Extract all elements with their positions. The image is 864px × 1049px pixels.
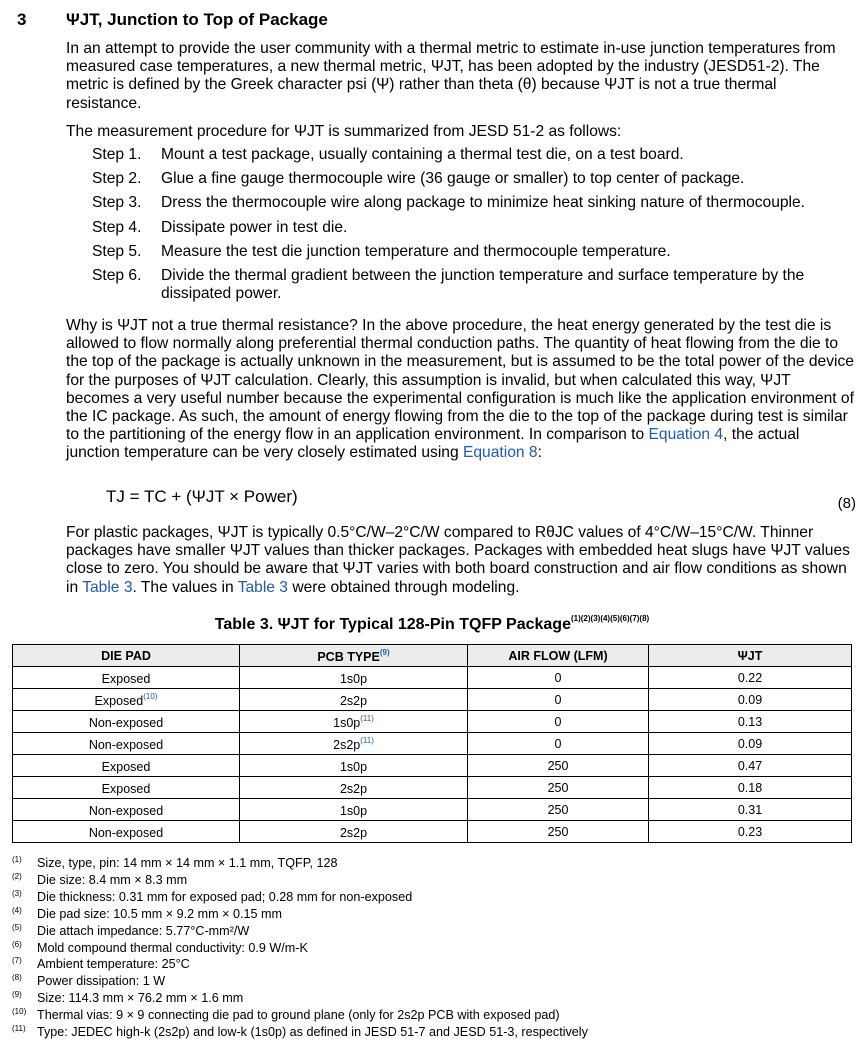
plastic-paragraph <box>66 524 856 597</box>
equation-number: (8) <box>837 495 856 512</box>
footnote <box>12 855 852 872</box>
footnote-number: (9) <box>12 990 22 1000</box>
cell-psi-jt: 0.18 <box>649 777 852 799</box>
equation: TJ = TC + (ΨJT × Power) <box>106 487 298 506</box>
cell-pcb-type <box>240 755 468 777</box>
table-caption-refs: (1)(2)(3)(4)(5)(6)(7)(8) <box>570 614 650 623</box>
cell-air-flow: 0 <box>468 667 649 689</box>
cell-pcb-type <box>240 689 468 711</box>
step-label: Step 2. <box>92 170 142 188</box>
cell-psi-jt: 0.31 <box>649 799 852 821</box>
footnote <box>12 1024 852 1041</box>
footnote-text: Size: 114.3 mm × 76.2 mm × 1.6 mm <box>37 991 244 1006</box>
why-text-1: Why is ΨJT not a true thermal resistance? In the above procedure, the heat energy generated by the test die is allowed to flow normally along preferential thermal conduction paths. The quantity of heat flowing from the die to the top of the package is actually unknown in the measurement, but is assumed to be the total power of the device for the purposes of ΨJT calculation. Clearly, this assumption is invalid, but when calculated this way, ΨJT becomes a very useful number because the experimental configuration is much like the application environment of the IC package. As such, the amount of energy flowing from the die to the top of the package during test is similar to the partitioning of the energy flow in an application environment. In comparison to <box>66 317 854 444</box>
cell-psi-jt: 0.09 <box>649 689 852 711</box>
header-psi: ΨJT <box>649 645 852 667</box>
table-3-link[interactable]: Table 3 <box>237 578 288 596</box>
footnote-number: (6) <box>12 939 22 949</box>
pcb-type-value: 2s2p <box>339 693 368 708</box>
why-text-3: : <box>537 444 542 462</box>
footnote <box>12 872 852 889</box>
footnote-text: Thermal vias: 9 × 9 connecting die pad to ground plane (only for 2s2p PCB with exposed pad) <box>37 1008 560 1023</box>
pcb-type-value: 1s0p <box>339 759 368 774</box>
pcb-type-value: 2s2p <box>339 825 368 840</box>
cell-psi-jt: 0.09 <box>649 733 852 755</box>
cell-pcb-type <box>240 667 468 689</box>
step-label: Step 5. <box>92 242 142 260</box>
section-title: ΨJT, Junction to Top of Package <box>66 10 328 29</box>
cell-die-pad <box>13 755 240 777</box>
die-pad-value: Exposed <box>101 671 151 686</box>
die-pad-value: Non-exposed <box>88 803 164 818</box>
pcb-type-value: 2s2p <box>339 781 368 796</box>
step-text: Dissipate power in test die. <box>161 218 348 236</box>
table-row <box>13 733 852 755</box>
footnote-number: (8) <box>12 973 22 983</box>
cell-die-pad <box>13 733 240 755</box>
psi-jt-table <box>12 644 852 843</box>
cell-pcb-type <box>240 733 468 755</box>
die-pad-value: Non-exposed <box>88 715 164 730</box>
cell-psi-jt: 0.22 <box>649 667 852 689</box>
table-3-link[interactable]: Table 3 <box>82 578 133 596</box>
table-caption-text: Table 3. ΨJT for Typical 128-Pin TQFP Package <box>214 616 571 633</box>
section-number: 3 <box>17 10 27 29</box>
table-row <box>13 667 852 689</box>
cell-die-pad <box>13 667 240 689</box>
footnote-number: (11) <box>12 1024 26 1034</box>
footnote-number: (7) <box>12 956 22 966</box>
cell-die-pad <box>13 799 240 821</box>
procedure-intro-block <box>66 123 856 141</box>
cell-air-flow: 250 <box>468 799 649 821</box>
cell-pcb-type <box>240 821 468 843</box>
pcb-type-value: 1s0p <box>339 803 368 818</box>
header-die-pad: DIE PAD <box>13 645 240 667</box>
cell-air-flow: 0 <box>468 711 649 733</box>
die-pad-value: Exposed <box>94 693 144 708</box>
die-pad-value: Exposed <box>101 781 151 796</box>
equation-4-link[interactable]: Equation 4 <box>648 426 724 444</box>
why-text-2: , the actual junction temperature can be very closely estimated using <box>66 426 800 462</box>
footnote-text: Die attach impedance: 5.77°C-mm²/W <box>37 923 250 938</box>
footnote-number: (5) <box>12 922 22 932</box>
footnote-text: Size, type, pin: 14 mm × 14 mm × 1.1 mm, TQFP, 128 <box>37 856 338 870</box>
footnote-number: (3) <box>12 888 22 898</box>
step-item <box>92 194 857 212</box>
step-label: Step 6. <box>92 267 142 285</box>
header-pcb-type-label: PCB TYPE <box>317 649 380 664</box>
footnote <box>12 973 852 990</box>
die-pad-value: Non-exposed <box>88 825 164 840</box>
step-label: Step 4. <box>92 218 142 236</box>
cell-psi-jt: 0.13 <box>649 711 852 733</box>
intro-paragraph: In an attempt to provide the user community with a thermal metric to estimate in-use junction temperatures from measured case temperatures, a new thermal metric, ΨJT, has been adopted by the industry (JESD51-2). The metric is defined by the Greek character psi (Ψ) rather than theta (θ) because ΨJT is not a true thermal resistance. <box>66 40 836 112</box>
step-item <box>92 267 857 303</box>
die-pad-ref[interactable]: (10) <box>143 691 158 701</box>
step-text: Divide the thermal gradient between the junction temperature and surface temperature by the dissipated power. <box>161 267 805 303</box>
cell-die-pad <box>13 689 240 711</box>
plastic-text-1: For plastic packages, ΨJT is typically 0.5°C/W–2°C/W compared to RθJC values of 4°C/W–15°C/W. Thinner packages have smaller ΨJT values than thicker packages. Packages with embedded heat slugs have ΨJT values close to zero. You should be aware that ΨJT varies with both board construction and air flow conditions as shown in <box>66 524 850 596</box>
table-row <box>13 755 852 777</box>
footnote <box>12 990 852 1007</box>
footnote-text: Mold compound thermal conductivity: 0.9 W/m-K <box>37 940 308 955</box>
pcb-type-value: 1s0p <box>339 671 368 686</box>
cell-air-flow: 250 <box>468 777 649 799</box>
pcb-type-ref[interactable]: (11) <box>360 735 374 745</box>
cell-die-pad <box>13 821 240 843</box>
footnote-text: Die size: 8.4 mm × 8.3 mm <box>37 872 188 887</box>
cell-pcb-type <box>240 711 468 733</box>
cell-air-flow: 0 <box>468 733 649 755</box>
footnote <box>12 923 852 940</box>
step-label: Step 3. <box>92 194 142 212</box>
footnote-text: Die thickness: 0.31 mm for exposed pad; 0.28 mm for non-exposed <box>37 889 413 904</box>
table-header-row <box>13 645 852 667</box>
plastic-text-3: were obtained through modeling. <box>287 578 520 596</box>
pcb-type-ref[interactable]: (11) <box>360 713 374 723</box>
step-text: Dress the thermocouple wire along package to minimize heat sinking nature of thermocouple. <box>161 194 806 212</box>
header-pcb-type-ref[interactable]: (9) <box>379 647 390 657</box>
procedure-intro: The measurement procedure for ΨJT is summarized from JESD 51-2 as follows: <box>66 123 622 140</box>
table-row <box>13 711 852 733</box>
footnote-number: (1) <box>12 855 22 864</box>
table-row <box>13 821 852 843</box>
footnote-list <box>12 855 852 1041</box>
step-text: Measure the test die junction temperature and thermocouple temperature. <box>161 242 671 260</box>
cell-air-flow: 0 <box>468 689 649 711</box>
cell-psi-jt: 0.47 <box>649 755 852 777</box>
step-list <box>92 146 857 309</box>
cell-psi-jt: 0.23 <box>649 821 852 843</box>
die-pad-value: Exposed <box>101 759 151 774</box>
step-item <box>92 243 857 261</box>
equation-8-link[interactable]: Equation 8 <box>462 444 538 462</box>
pcb-type-value: 2s2p <box>333 737 361 752</box>
step-label: Step 1. <box>92 146 142 163</box>
footnote <box>12 940 852 957</box>
footnote-text: Power dissipation: 1 W <box>37 974 166 989</box>
footnote-number: (2) <box>12 871 22 881</box>
pcb-type-value: 1s0p <box>333 715 361 730</box>
plastic-text-2: . The values in <box>132 578 238 596</box>
footnote <box>12 956 852 973</box>
plastic-block <box>66 524 856 597</box>
step-item <box>92 170 857 188</box>
header-air-flow: AIR FLOW (LFM) <box>468 645 649 667</box>
table-row <box>13 777 852 799</box>
cell-pcb-type <box>240 799 468 821</box>
cell-air-flow: 250 <box>468 821 649 843</box>
cell-die-pad <box>13 777 240 799</box>
step-item <box>92 146 857 164</box>
step-item <box>92 219 857 237</box>
footnote <box>12 889 852 906</box>
header-pcb-type <box>240 645 468 667</box>
footnote-text: Ambient temperature: 25°C <box>37 957 190 972</box>
why-paragraph <box>66 317 856 463</box>
cell-pcb-type <box>240 777 468 799</box>
cell-die-pad <box>13 711 240 733</box>
why-block <box>66 317 856 463</box>
footnote <box>12 906 852 923</box>
step-text: Glue a fine gauge thermocouple wire (36 gauge or smaller) to top center of package. <box>161 170 745 188</box>
footnote-text: Die pad size: 10.5 mm × 9.2 mm × 0.15 mm <box>37 906 282 921</box>
footnote-text: Type: JEDEC high-k (2s2p) and low-k (1s0p) as defined in JESD 51-7 and JESD 51-3, respectively <box>37 1025 588 1040</box>
cell-air-flow: 250 <box>468 755 649 777</box>
intro-block <box>66 40 856 113</box>
table-row <box>13 799 852 821</box>
die-pad-value: Non-exposed <box>88 737 164 752</box>
step-text: Mount a test package, usually containing a thermal test die, on a test board. <box>161 146 684 163</box>
footnote <box>12 1007 852 1024</box>
footnote-number: (10) <box>12 1007 27 1017</box>
table-caption <box>0 614 864 634</box>
footnote-number: (4) <box>12 905 22 915</box>
table-row <box>13 689 852 711</box>
